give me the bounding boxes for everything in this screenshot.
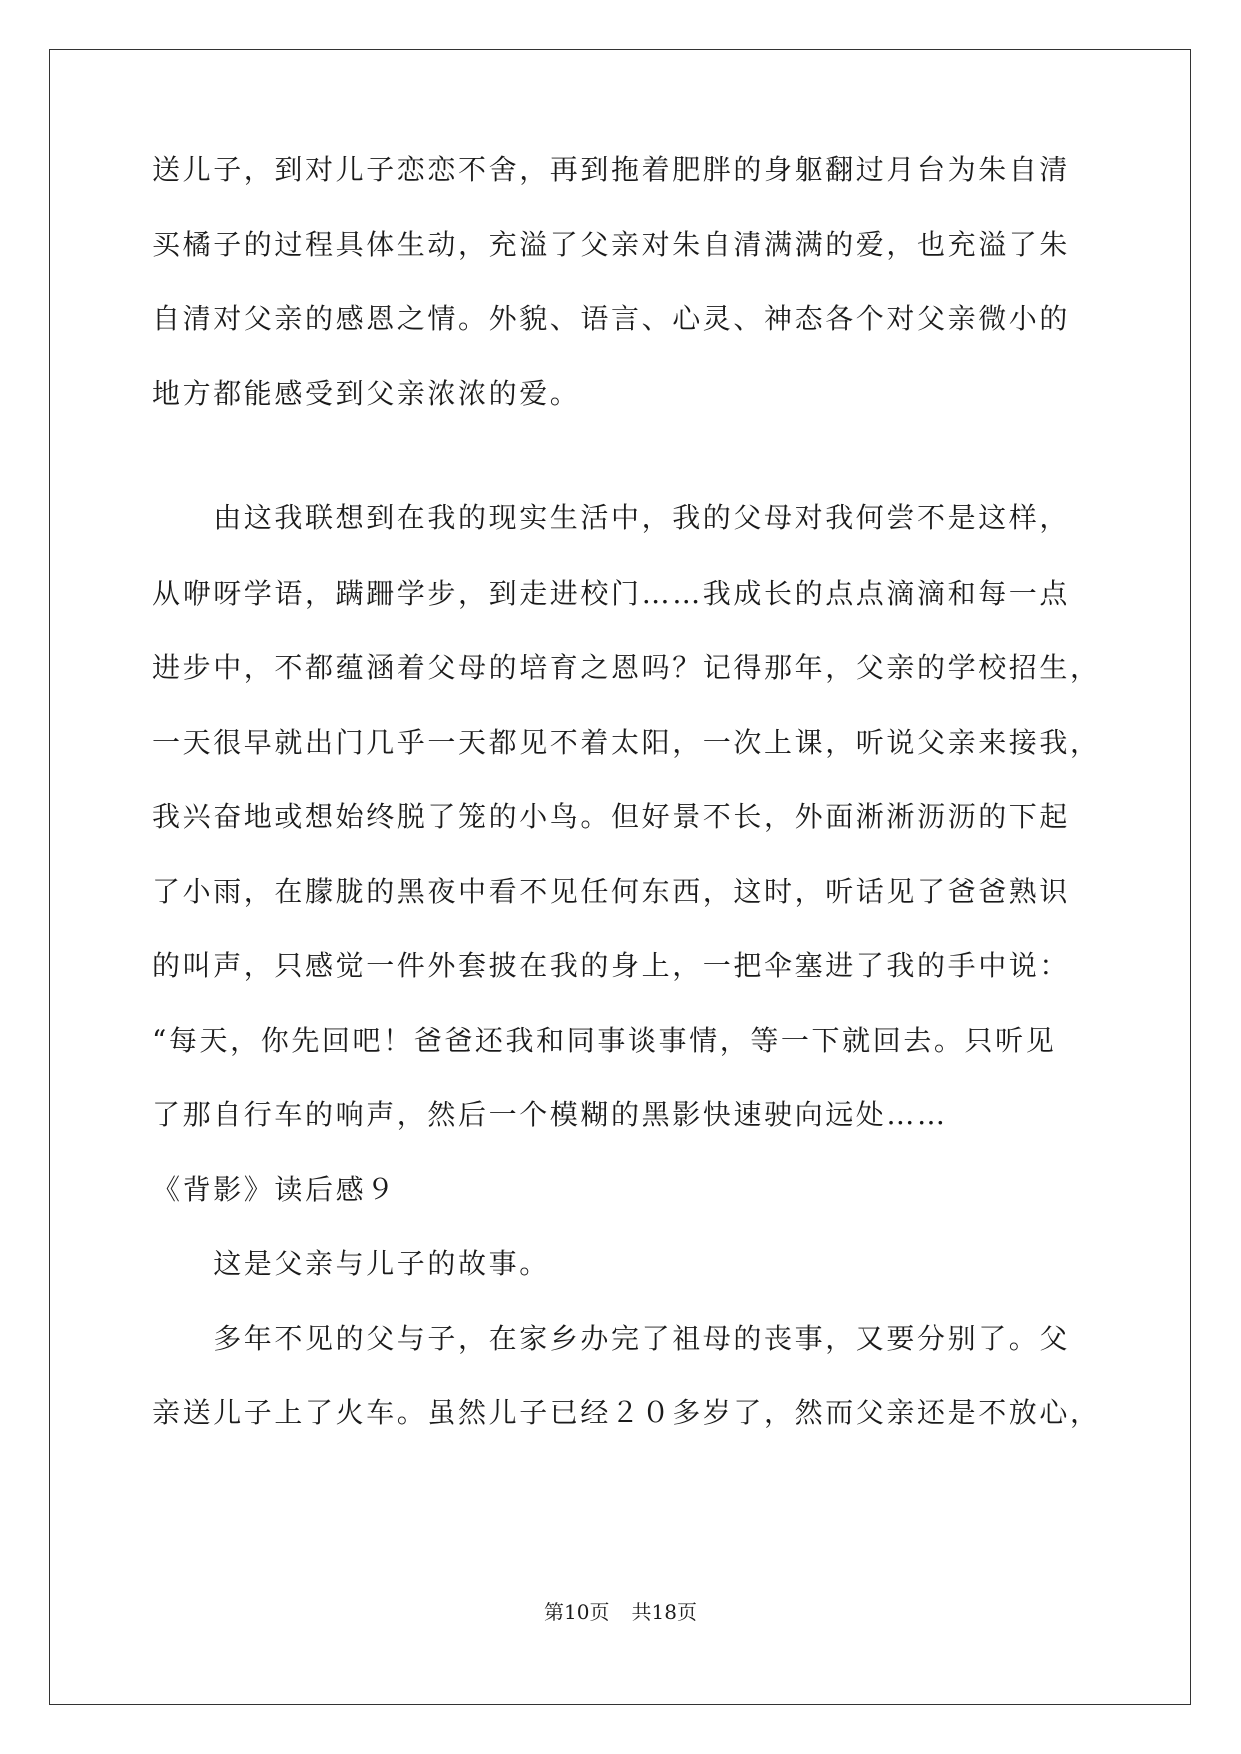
- text-line: 了小雨，在朦胧的黑夜中看不见任何东西，这时，听话见了爸爸熟识: [152, 875, 1071, 908]
- text-line: 的叫声，只感觉一件外套披在我的身上，一把伞塞进了我的手中说：: [152, 949, 1071, 982]
- text-line: 自清对父亲的感恩之情。外貌、语言、心灵、神态各个对父亲微小的: [152, 302, 1071, 335]
- section-heading: 《背影》读后感９: [152, 1173, 397, 1206]
- text-line: 地方都能感受到父亲浓浓的爱。: [152, 377, 581, 410]
- text-line: 从咿呀学语，蹒跚学步，到走进校门……我成长的点点滴滴和每一点: [152, 577, 1071, 610]
- text-line: 一天很早就出门几乎一天都见不着太阳，一次上课，听说父亲来接我，: [152, 726, 1101, 759]
- text-line: 送儿子，到对儿子恋恋不舍，再到拖着肥胖的身躯翻过月台为朱自清: [152, 153, 1071, 186]
- page-footer: [0, 1598, 1241, 1626]
- page-total: 共18页: [631, 1600, 697, 1624]
- text-line: 进步中，不都蕴涵着父母的培育之恩吗？记得那年，父亲的学校招生，: [152, 651, 1101, 684]
- text-line: 了那自行车的响声，然后一个模糊的黑影快速驶向远处……: [152, 1098, 948, 1131]
- text-line: “每天，你先回吧！爸爸还我和同事谈事情，等一下就回去。只听见: [152, 1024, 1057, 1057]
- page-number: 第10页: [544, 1600, 610, 1624]
- paragraph-start: 多年不见的父与子，在家乡办完了祖母的丧事，又要分别了。父: [152, 1322, 1071, 1355]
- paragraph-start: 由这我联想到在我的现实生活中，我的父母对我何尝不是这样，: [152, 501, 1071, 534]
- text-line: 买橘子的过程具体生动，充溢了父亲对朱自清满满的爱，也充溢了朱: [152, 228, 1071, 261]
- paragraph-start: 这是父亲与儿子的故事。: [152, 1247, 550, 1280]
- text-line: 我兴奋地或想始终脱了笼的小鸟。但好景不长，外面淅淅沥沥的下起: [152, 800, 1071, 833]
- text-line: 亲送儿子上了火车。虽然儿子已经２０多岁了，然而父亲还是不放心，: [152, 1396, 1101, 1429]
